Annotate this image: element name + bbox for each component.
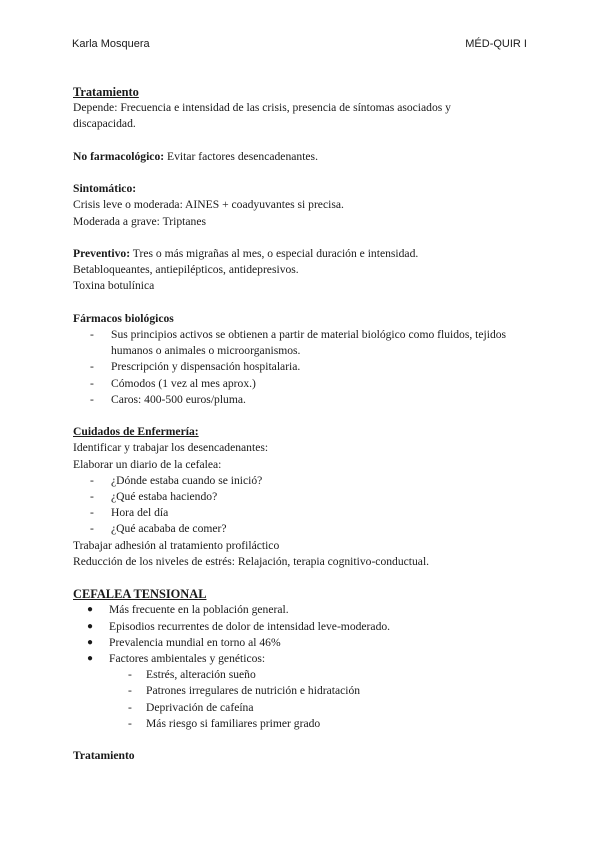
list-item: - Sus principios activos se obtienen a partir de material biológico como fluidos, tejidos humanos o animales o microorganismos. [90,327,507,358]
label-sintomatico: Sintomático: [73,182,137,196]
dash-marker: - [90,392,94,406]
dash-marker: - [90,327,94,341]
list-item: ● Factores ambientales y genéticos: [73,651,533,667]
section-title-cefalea: CEFALEA TENSIONAL [73,587,207,602]
section-title-biologicos: Fármacos biológicos [73,311,174,325]
bullet-marker: ● [87,604,94,616]
paragraph-preventivo [73,246,533,262]
cuidados-line-4: Reducción de los niveles de estrés: Relajación, terapia cognitivo-conductual. [73,554,430,568]
sub-list-item: - Patrones irregulares de nutrición e hidratación [73,683,533,699]
section-title-tratamiento: Tratamiento [73,85,139,99]
list-item: - Caros: 400-500 euros/pluma. [73,392,533,408]
preventivo-line-2: Betabloqueantes, antiepilépticos, antidepresivos. [73,263,299,277]
list-item: - ¿Dónde estaba cuando se inició? [73,473,533,489]
section-title-cuidados: Cuidados de Enfermería: [73,425,199,439]
dash-marker: - [90,376,94,390]
paragraph-depende-cont: discapacidad. [73,117,136,131]
section-title-tratamiento-2: Tratamiento [73,749,135,763]
sub-list-item: - Más riesgo si familiares primer grado [73,716,533,732]
sintomatico-line-1: Crisis leve o moderada: AINES + coadyuvantes si precisa. [73,198,344,212]
list-item: - ¿Qué estaba haciendo? [73,489,533,505]
list-item: - Hora del día [73,505,533,521]
cuidados-line-2: Elaborar un diario de la cefalea: [73,457,222,471]
list-item: - Cómodos (1 vez al mes aprox.) [73,376,533,392]
sub-list-item: - Estrés, alteración sueño [73,667,533,683]
dash-marker: - [128,668,132,682]
text-no-farmacologico: Evitar factores desencadenantes. [164,149,318,163]
document-body [73,84,533,764]
author-name: Karla Mosquera [72,38,150,50]
sintomatico-line-2: Moderada a grave: Triptanes [73,214,206,228]
bullet-marker: ● [87,653,94,665]
paragraph-depende: Depende: Frecuencia e intensidad de las crisis, presencia de síntomas asociados y [73,101,451,115]
dash-marker: - [128,684,132,698]
list-item: ● Prevalencia mundial en torno al 46% [73,635,533,651]
label-no-farmacologico: No farmacológico: [73,149,165,163]
sub-list-item: - Deprivación de cafeína [73,700,533,716]
list-item: - Prescripción y dispensación hospitalaria. [73,359,533,375]
label-preventivo: Preventivo: [73,246,131,260]
dash-marker: - [90,490,94,503]
cuidados-line-3: Trabajar adhesión al tratamiento profiláctico [73,538,280,552]
page-header [72,38,527,50]
bullet-marker: ● [87,620,94,632]
dash-marker: - [128,716,132,730]
text-preventivo: Tres o más migrañas al mes, o especial duración e intensidad. [130,246,419,260]
dash-marker: - [90,522,94,536]
preventivo-line-3: Toxina botulínica [73,279,155,293]
bullet-marker: ● [87,636,94,648]
dash-marker: - [128,700,132,714]
dash-marker: - [90,360,94,374]
dash-marker: - [90,473,94,487]
course-name: MÉD-QUIR I [465,38,527,50]
list-item: ● Episodios recurrentes de dolor de intensidad leve-moderado. [73,619,533,635]
dash-marker: - [90,506,94,520]
cuidados-line-1: Identificar y trabajar los desencadenantes: [73,441,269,455]
list-item: - ¿Qué acababa de comer? [73,521,533,537]
list-item: ● Más frecuente en la población general. [73,602,533,618]
paragraph-no-farmacologico [73,149,533,165]
